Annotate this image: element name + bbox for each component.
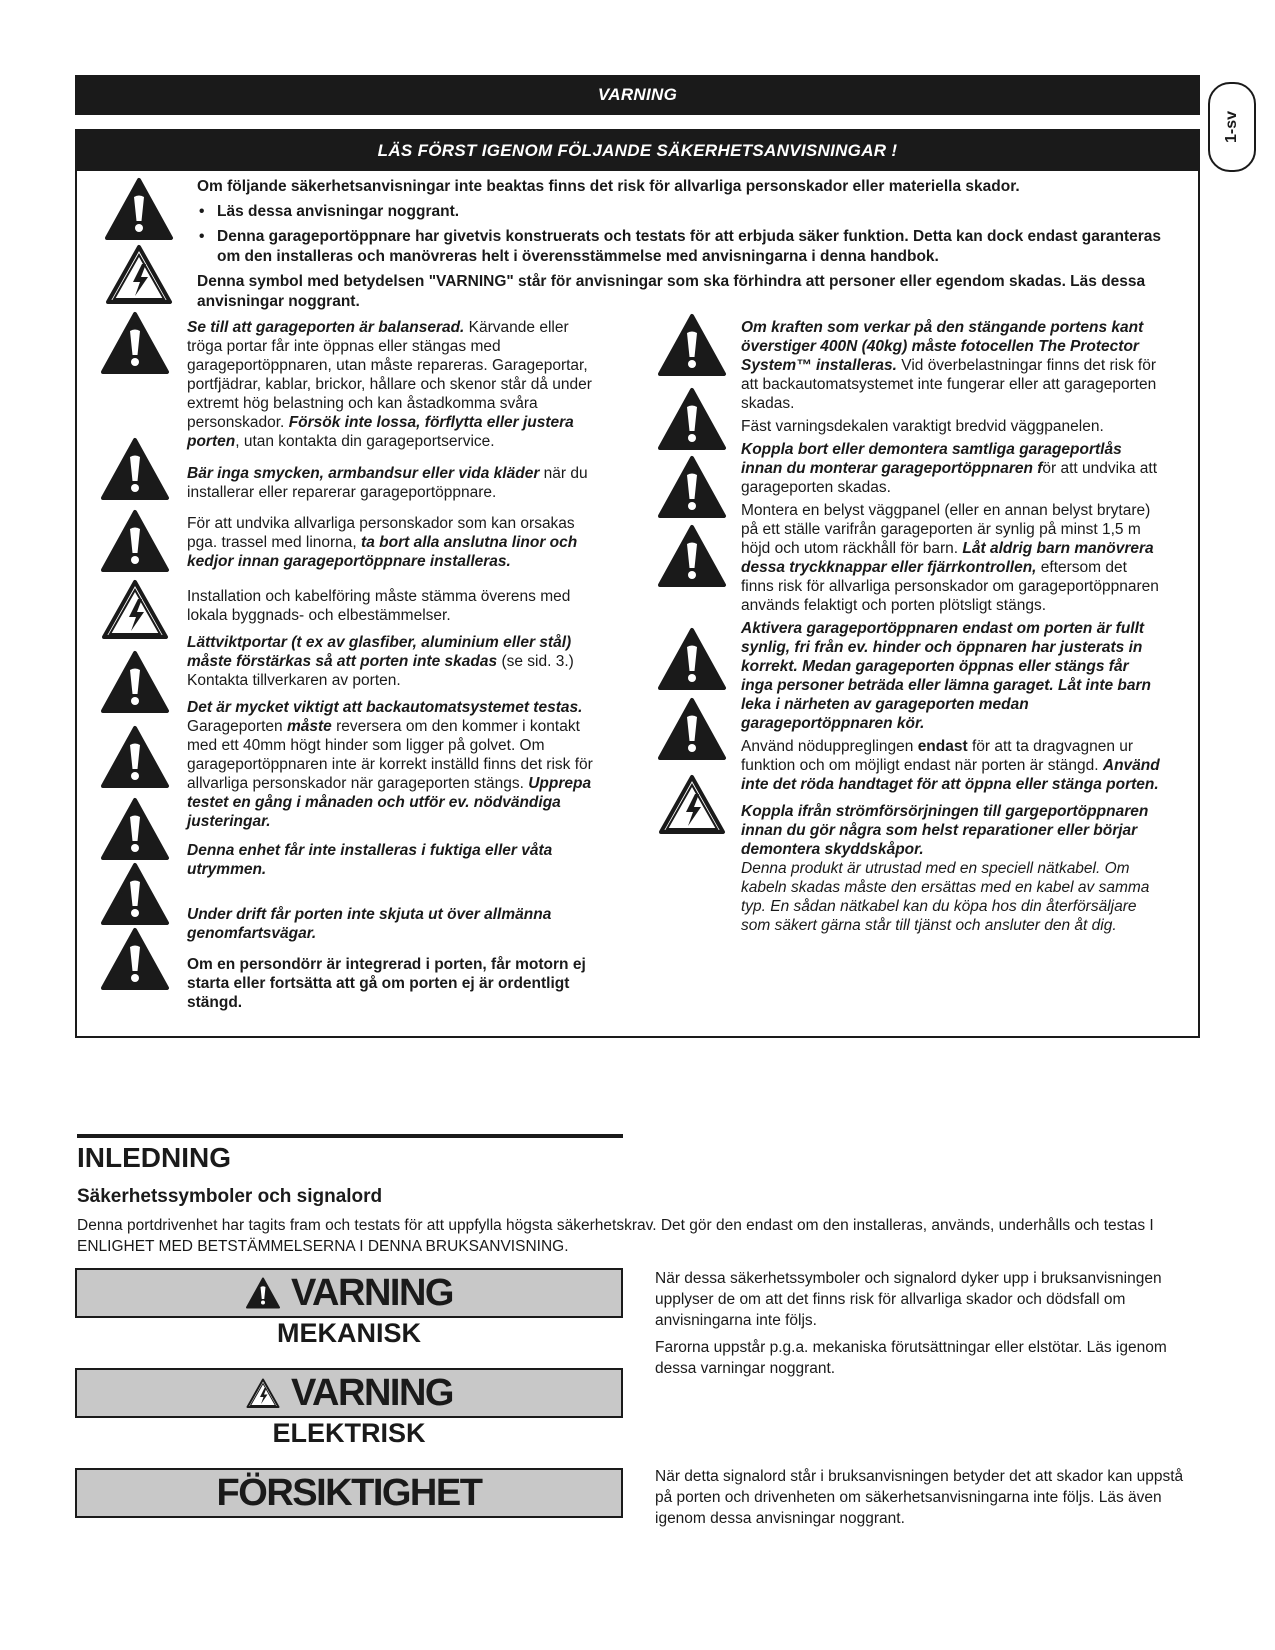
warning-electric-icon (657, 772, 727, 836)
warning-exclamation-icon (245, 1277, 281, 1309)
warning-decal-instruction: Fäst varningsdekalen varaktigt bredvid väggpanelen. (741, 418, 1104, 435)
reverse-test-instruction: Det är mycket viktigt att backautomatsystemet testas. Garageporten måste reversera om den kommer i kontakt med ett 40mm högt hinder som ligger på golvet. Om garageportöppnaren inte är korrekt inställd finns det risk för allvarliga personskador när garageporten stängs. Upprepa testet en gång i månaden och utför ev. nödvändiga justeringar. (187, 699, 593, 830)
intro-bullet-2: • Denna garageportöppnare har givetvis konstruerats och testats för att erbjuda säker funktion. Detta kan dock endast garanteras om den installeras och manövreras helt i överensstämmelse med anvisningarna i denna handbok. (197, 227, 1182, 267)
balance-instruction: Se till att garageporten är balanserad. Kärvande eller tröga portar får inte öppnas eller stängas med garageportöppnaren, utan måste repareras. Garageportar, portfjädrar, kablar, brickor, hållare och skenor står då under extremt hög belastning och kan åstadkomma svåra personskador. Försök inte lossa, förflytta eller justera porten, utan kontakta din garageportservice. (187, 319, 592, 450)
mechanical-label: MEKANISK (276, 1318, 421, 1348)
page-number: 1-sv (1223, 110, 1240, 144)
section-subtitle: Säkerhetssymboler och signalord (77, 1186, 383, 1207)
warning-exclamation-icon (100, 797, 170, 861)
caution-signal-explanation (655, 1466, 1195, 1535)
warning-exclamation-icon (100, 862, 170, 926)
power-disconnect-instruction: Koppla ifrån strömförsörjningen till gargeportöppnaren innan du gör några som helst reparationer eller börjar demontera skyddskåpor. Denna produkt är utrustad med en speciell nätkabel. Om kabeln skadas måste den ersättas med en kabel av samma typ. En sådan nätkabel kan du köpa hos din återförsäljare som säkert gärna står till tjänst och ansluter den åt dig. (741, 803, 1150, 934)
varning-header-bar: VARNING (75, 75, 1200, 115)
public-road-instruction: Under drift får porten inte skjuta ut över allmänna genomfartsvägar. (187, 906, 552, 942)
damp-rooms-instruction: Denna enhet får inte installeras i fuktiga eller våta utrymmen. (187, 842, 553, 878)
warning-exclamation-icon (100, 927, 170, 991)
jewelry-instruction: Bär inga smycken, armbandsur eller vida kläder när du installerar eller reparerar garageportöppnare. (187, 465, 588, 501)
emergency-release-instruction: Använd nöduppreglingen endast för att ta dragvagnen ur funktion och om möjligt endast när porten är stängd. Använd inte det röda handtaget för att öppna eller stänga porten. (741, 738, 1160, 793)
read-first-header-bar: LÄS FÖRST IGENOM FÖLJANDE SÄKERHETSANVISNINGAR ! (77, 131, 1198, 171)
ropes-instruction: För att undvika allvarliga personskador som kan orsakas pga. trassel med linorna, ta bort alla anslutna linor och kedjor innan garageportöppnare installeras. (187, 515, 578, 570)
warning-exclamation-icon (657, 387, 727, 451)
wall-panel-instruction: Montera en belyst väggpanel (eller en annan belyst brytare) på ett ställe varifrån garageporten är synlig på minst 1,5 m höjd och utom räckhåll för barn. Låt aldrig barn manövrera dessa tryckknappar eller fjärrkontrollen, eftersom det finns risk för allvarliga personskador om garageportöppnaren används felaktigt och porten plötsligt stängs. (741, 502, 1159, 614)
section-divider (77, 1134, 623, 1138)
safety-instructions-box (75, 129, 1200, 1038)
warning-exclamation-icon (100, 725, 170, 789)
warning-exclamation-icon (100, 437, 170, 501)
intro-paragraph-1: Om följande säkerhetsanvisningar inte beaktas finns det risk för allvarliga personskador eller materiella skador. (197, 178, 1020, 195)
warning-exclamation-icon (100, 509, 170, 573)
warning-explanation-1: När dessa säkerhetssymboler och signalord dyker upp i bruksanvisningen upplyser de om att det finns risk för allvarliga skador och dödsfall om anvisningarna inte följs. (655, 1270, 1162, 1329)
intro-paragraph-2: Denna symbol med betydelsen "VARNING" står för anvisningar som ska förhindra att personer eller egendom skadas. Läs dessa anvisningar noggrant. (197, 273, 1146, 310)
varning-electrical-signal: VARNING (75, 1368, 623, 1418)
installation-codes-instruction: Installation och kabelföring måste stämma överens med lokala byggnads- och elbestämmelser. (187, 588, 571, 624)
caution-explanation: När detta signalord står i bruksanvisningen betyder det att skador kan uppstå på porten och drivenheten om säkerhetsanvisningarna inte följs. Läs även igenom dessa anvisningar noggrant. (655, 1468, 1184, 1527)
warning-exclamation-icon (100, 311, 170, 375)
section-title: INLEDNING (77, 1142, 231, 1173)
warning-electric-icon (245, 1377, 281, 1409)
electrical-label: ELEKTRISK (272, 1418, 426, 1448)
intro-text (197, 177, 1182, 317)
locks-instruction: Koppla bort eller demontera samtliga garageportlås innan du monterar garageportöppnaren för att undvika att garageporten skadas. (741, 441, 1158, 496)
warning-exclamation-icon (100, 650, 170, 714)
pass-door-instruction: Om en persondörr är integrerad i porten, får motorn ej starta eller fortsätta att gå om porten ej är ordentligt stängd. (187, 956, 586, 1011)
warning-exclamation-icon (104, 177, 174, 241)
lightweight-doors-instruction: Lättviktportar (t ex av glasfiber, aluminium eller stål) måste förstärkas så att porten inte skadas (se sid. 3.) Kontakta tillverkaren av porten. (187, 634, 574, 689)
warning-exclamation-icon (657, 524, 727, 588)
operate-visible-instruction: Aktivera garageportöppnaren endast om porten är fullt synlig, fri från ev. hinder och öppnaren har justerats in korrekt. Medan garageporten öppnas eller stängs får inga personer beträda eller lämna garaget. Låt inte barn leka i närheten av garageporten medan garageportöppnaren kör. (741, 620, 1152, 732)
intro-bullet-1: • Läs dessa anvisningar noggrant. (197, 202, 1182, 222)
warning-explanation-2: Farorna uppstår p.g.a. mekaniska förutsättningar eller elstötar. Läs igenom dessa varningar noggrant. (655, 1339, 1167, 1377)
force-photocell-instruction: Om kraften som verkar på den stängande portens kant överstiger 400N (40kg) måste fotocellen The Protector System™ installeras. Vid överbelastningar finns det risk för att backautomatsystemet inte fungerar eller att garageporten skadas. (741, 319, 1157, 412)
caution-signal: FÖRSIKTIGHET (75, 1468, 623, 1518)
warning-electric-icon (104, 242, 174, 306)
warning-exclamation-icon (657, 697, 727, 761)
warning-exclamation-icon (657, 313, 727, 377)
warning-exclamation-icon (657, 455, 727, 519)
warning-electric-icon (100, 577, 170, 641)
page-number-tab (1208, 82, 1256, 172)
varning-mechanical-signal: VARNING (75, 1268, 623, 1318)
warning-signal-explanation (655, 1268, 1195, 1385)
section-body: Denna portdrivenhet har tagits fram och testats för att uppfylla högsta säkerhetskrav. Det gör den endast om den installeras, används, underhålls och testas I ENLIGHET MED BETSTÄMMELSERNA I DENNA BRUKSANVISNING. (77, 1217, 1154, 1255)
warning-exclamation-icon (657, 627, 727, 691)
right-column (741, 318, 1161, 939)
left-column (187, 318, 607, 1024)
